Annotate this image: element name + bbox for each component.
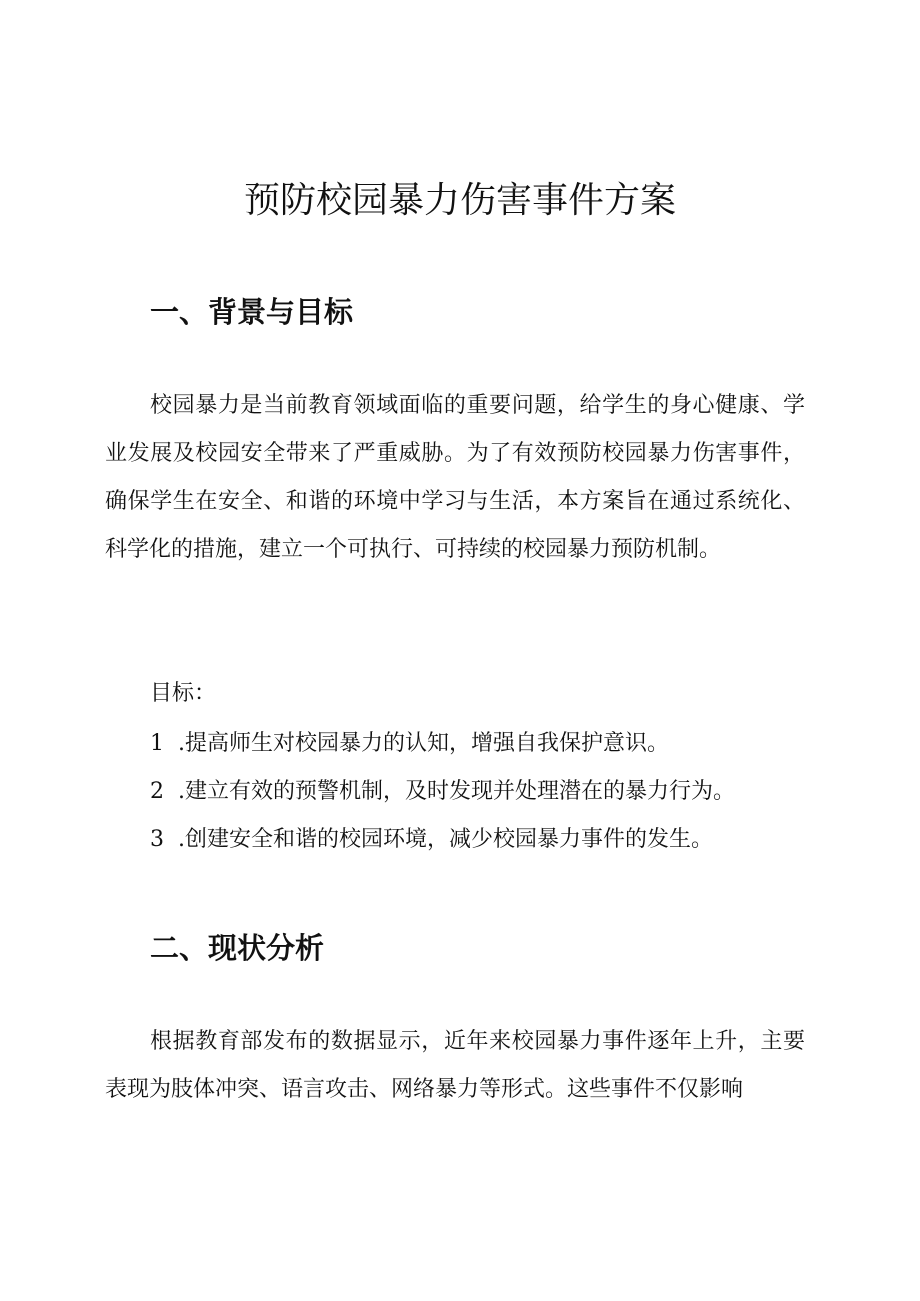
- goal-item: [150, 728, 669, 760]
- goal-text: .提高师生对校园暴力的认知，增强自我保护意识。: [178, 731, 669, 756]
- goal-number: 3: [150, 827, 164, 852]
- document-title: 预防校园暴力伤害事件方案: [243, 180, 676, 221]
- goal-item: [150, 776, 735, 808]
- status-analysis-paragraph: 根据教育部发布的数据显示，近年来校园暴力事件逐年上升，主要表现为肢体冲突、语言攻击、网络暴力等形式。这些事件不仅影响: [105, 1029, 805, 1102]
- goal-text: .建立有效的预警机制，及时发现并处理潜在的暴力行为。: [178, 779, 735, 804]
- background-paragraph: 校园暴力是当前教育领域面临的重要问题，给学生的身心健康、学业发展及校园安全带来了严重威胁。为了有效预防校园暴力伤害事件，确保学生在安全、和谐的环境中学习与生活，本方案旨在通过系统化、科学化的措施，建立一个可执行、可持续的校园暴力预防机制。: [105, 393, 805, 562]
- section-heading-background: 一、背景与目标: [150, 295, 354, 329]
- section-heading-status-analysis: 二、现状分析: [150, 931, 325, 965]
- goal-number: 2: [150, 779, 164, 804]
- goal-number: 1: [150, 731, 164, 756]
- goal-item: [150, 824, 713, 856]
- goals-label: 目标：: [150, 681, 217, 706]
- goal-text: .创建安全和谐的校园环境，减少校园暴力事件的发生。: [178, 827, 713, 852]
